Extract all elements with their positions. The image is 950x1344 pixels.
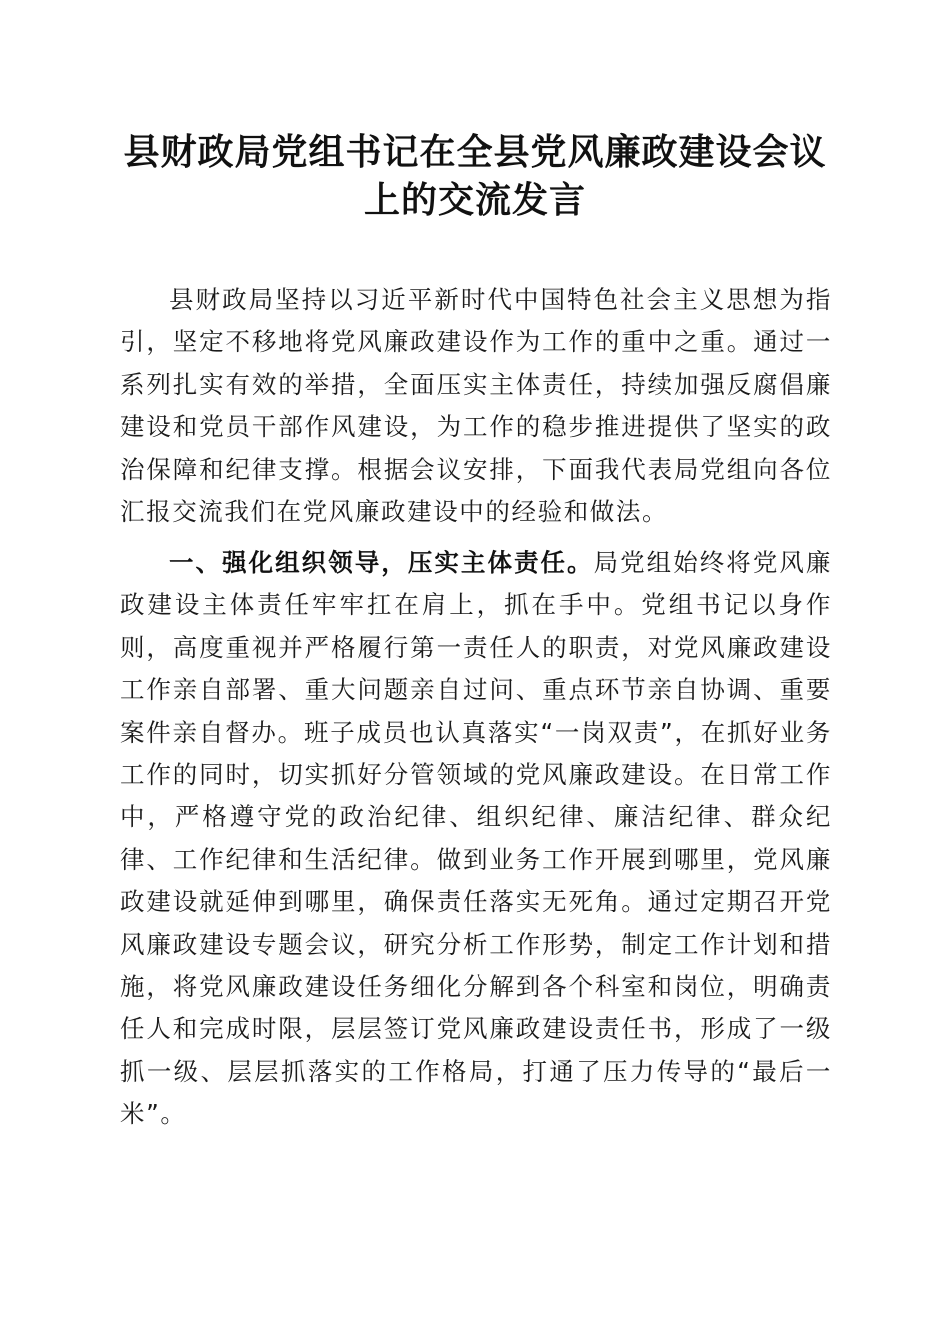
paragraph-intro (120, 279, 832, 533)
section-one-text: 局党组始终将党风廉政建设主体责任牢牢扛在肩上，抓在手中。党组书记以身作则，高度重视并严格履行第一责任人的职责，对党风廉政建设工作亲自部署、重大问题亲自过问、重点环节亲自协调、重要案件亲自督办。班子成员也认真落实“一岗双责”，在抓好业务工作的同时，切实抓好分管领域的党风廉政建设。在日常工作中，严格遵守党的政治纪律、组织纪律、廉洁纪律、群众纪律、工作纪律和生活纪律。做到业务工作开展到哪里，党风廉政建设就延伸到哪里，确保责任落实无死角。通过定期召开党风廉政建设专题会议，研究分析工作形势，制定工作计划和措施，将党风廉政建设任务细化分解到各个科室和岗位，明确责任人和完成时限，层层签订党风廉政建设责任书，形成了一级抓一级、层层抓落实的工作格局，打通了压力传导的“最后一米”。 (120, 548, 832, 1129)
paragraph-intro-text: 县财政局坚持以习近平新时代中国特色社会主义思想为指引，坚定不移地将党风廉政建设作为工作的重中之重。通过一系列扎实有效的举措，全面压实主体责任，持续加强反腐倡廉建设和党员干部作风建设，为工作的稳步推进提供了坚实的政治保障和纪律支撑。根据会议安排，下面我代表局党组向各位汇报交流我们在党风廉政建设中的经验和做法。 (120, 285, 832, 527)
paragraph-section-one-body (120, 542, 832, 1136)
document-title: 县财政局党组书记在全县党风廉政建设会议上的交流发言 (123, 131, 827, 221)
section-one-heading: 一、强化组织领导，压实主体责任。 (169, 548, 594, 577)
paragraph-section-one (120, 542, 832, 1136)
